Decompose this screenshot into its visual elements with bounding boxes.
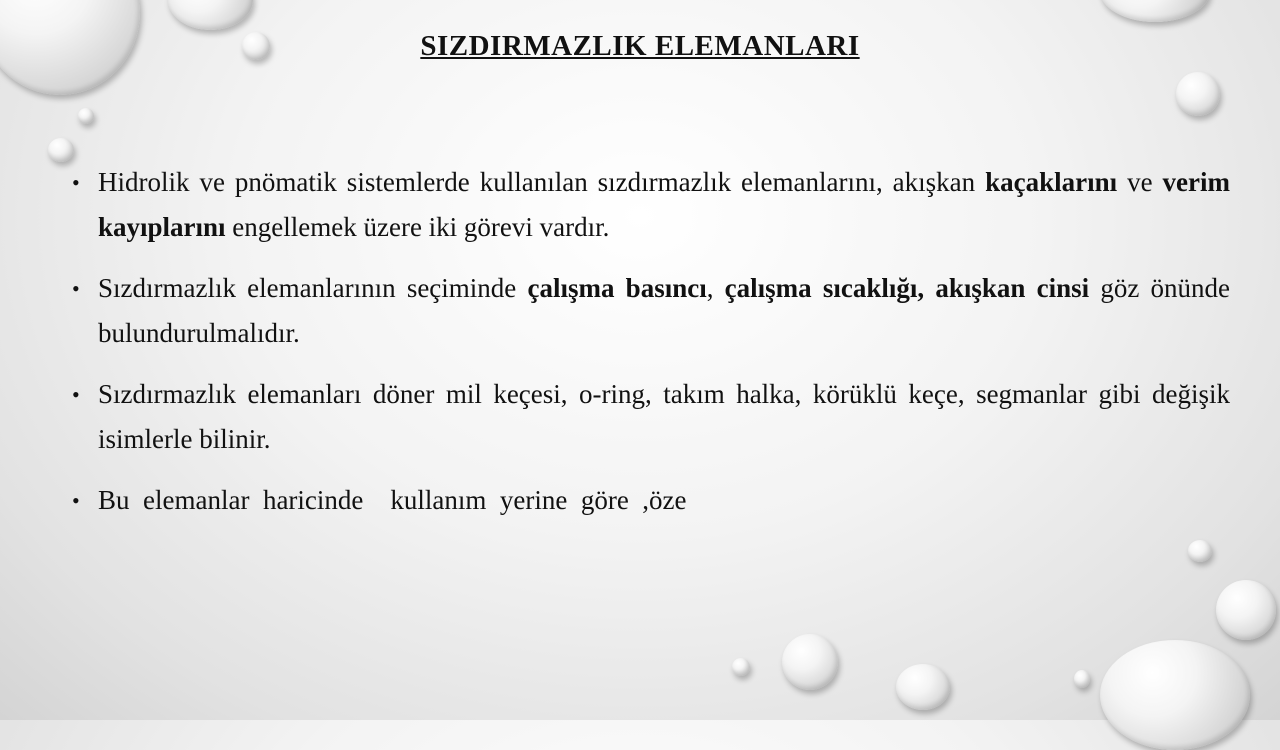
bullet-item: [72, 372, 1230, 462]
water-drop-icon: [1176, 72, 1220, 116]
water-drop-icon: [1216, 580, 1276, 640]
water-drop-icon: [1100, 640, 1250, 750]
bullet-item: [72, 266, 1230, 356]
bullet-text: engellemek üzere iki görevi vardır.: [225, 212, 610, 242]
water-drop-icon: [782, 634, 838, 690]
water-drop-icon: [78, 108, 94, 124]
bullet-item: [72, 160, 1230, 250]
water-drop-icon: [1188, 540, 1212, 562]
bullet-list: [72, 160, 1230, 539]
water-drop-icon: [168, 0, 253, 30]
bullet-text: Sızdırmazlık elemanlarının seçiminde: [98, 273, 528, 303]
bullet-text: göz önünde bulundurulmalıdır.: [98, 273, 1230, 348]
water-drop-icon: [732, 658, 750, 676]
bullet-text: ve: [1117, 167, 1163, 197]
bullet-point-icon: •: [72, 276, 80, 301]
bullet-point-icon: •: [72, 488, 80, 513]
bullet-point-icon: •: [72, 382, 80, 407]
bullet-item: [72, 478, 1230, 523]
bold-term: çalışma basıncı: [527, 273, 707, 303]
water-drop-icon: [1074, 670, 1090, 688]
bold-term: çalışma sıcaklığı, akışkan cinsi: [724, 273, 1090, 303]
slide-title: SIZDIRMAZLIK ELEMANLARI: [420, 30, 860, 62]
bullet-text: Hidrolik ve pnömatik sistemlerde kullanılan sızdırmazlık elemanlarını, akışkan: [98, 167, 986, 197]
bullet-point-icon: •: [72, 170, 80, 195]
water-drop-icon: [1100, 0, 1210, 22]
bullet-text: ,: [706, 273, 725, 303]
bold-term: verim kayıplarını: [98, 167, 1230, 242]
water-drop-icon: [48, 138, 74, 162]
bold-term: kaçaklarını: [985, 167, 1118, 197]
bullet-text: Sızdırmazlık elemanları döner mil keçesi, o-ring, takım halka, körüklü keçe, segmanlar gibi değişik isimlerle bilinir.: [98, 379, 1230, 454]
water-drop-icon: [896, 664, 950, 710]
bullet-text: Bu elemanlar haricinde kullanım yerine göre ,öze: [98, 485, 687, 515]
